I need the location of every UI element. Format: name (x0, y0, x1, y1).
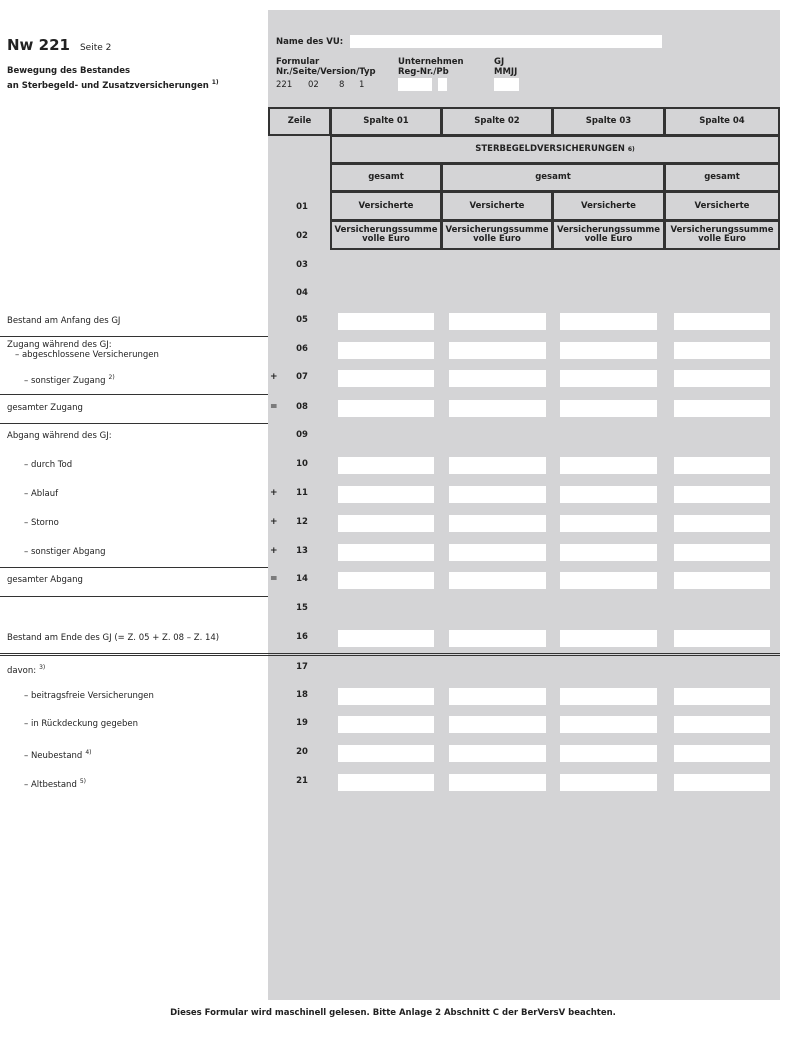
row-label-text: – sonstiger Abgang (24, 547, 106, 557)
input-row-14-spalte-03[interactable] (560, 572, 657, 589)
input-row-21-spalte-01[interactable] (338, 774, 434, 791)
row-label (7, 316, 120, 326)
input-row-10-spalte-02[interactable] (449, 457, 546, 474)
vu-label: Name des VU: (276, 37, 344, 47)
row-number: 10 (296, 459, 308, 469)
gj-label: GJ (494, 57, 505, 67)
row-number: 07 (296, 372, 308, 382)
input-row-11-spalte-02[interactable] (449, 486, 546, 503)
gesamt-header-3: gesamt (664, 163, 780, 192)
row-label (7, 403, 83, 413)
input-row-08-spalte-02[interactable] (449, 400, 546, 417)
gesamt-header-1: gesamt (330, 163, 442, 192)
row-operator: = (270, 402, 278, 412)
row-label-text: Bestand am Ende des GJ (= Z. 05 + Z. 08 – Z. 14) (7, 633, 220, 643)
footer-note: Dieses Formular wird maschinell gelesen. Bitte Anlage 2 Abschnitt C der BerVersV beachten. (170, 1008, 616, 1018)
row-number: 14 (296, 574, 308, 584)
input-row-21-spalte-03[interactable] (560, 774, 657, 791)
input-row-05-spalte-04[interactable] (674, 313, 770, 330)
summe-header-4 (664, 220, 780, 250)
input-row-18-spalte-02[interactable] (449, 688, 546, 705)
row-label-line-2: – abgeschlossene Versicherungen (15, 350, 159, 360)
input-row-16-spalte-02[interactable] (449, 630, 546, 647)
row-number: 11 (296, 488, 308, 498)
input-row-11-spalte-01[interactable] (338, 486, 434, 503)
unternehmen-sub-label: Reg-Nr./Pb (398, 67, 449, 77)
group-footnote: 6) (627, 146, 635, 153)
row-label-text: Bestand am Anfang des GJ (7, 316, 121, 326)
input-row-18-spalte-01[interactable] (338, 688, 434, 705)
formular-nr: 221 (276, 80, 293, 90)
input-row-18-spalte-04[interactable] (674, 688, 770, 705)
row-label (7, 575, 83, 585)
input-row-20-spalte-01[interactable] (338, 745, 434, 762)
row-number: 16 (296, 632, 308, 642)
row-label (7, 518, 59, 528)
input-row-12-spalte-02[interactable] (449, 515, 546, 532)
row-number: 12 (296, 517, 308, 527)
input-row-16-spalte-03[interactable] (560, 630, 657, 647)
formular-seite: 02 (308, 80, 319, 90)
row-number: 08 (296, 402, 308, 412)
row-label-text: Abgang während des GJ: (7, 431, 112, 441)
row-label-text: – Neubestand (24, 750, 83, 761)
row-operator: + (270, 488, 278, 498)
input-row-07-spalte-01[interactable] (338, 370, 434, 387)
separator (0, 596, 268, 597)
summe-header-2 (441, 220, 553, 250)
row-number: 17 (296, 662, 308, 672)
input-row-20-spalte-02[interactable] (449, 745, 546, 762)
summe-line-1: Versicherungssumme (334, 225, 438, 235)
row-number-01: 01 (296, 202, 308, 212)
formular-version: 8 (339, 80, 345, 90)
column-header-02: Spalte 02 (441, 107, 553, 136)
summe-line-1: Versicherungssumme (445, 225, 549, 235)
input-row-07-spalte-04[interactable] (674, 370, 770, 387)
input-row-14-spalte-01[interactable] (338, 572, 434, 589)
input-row-13-spalte-01[interactable] (338, 544, 434, 561)
input-row-16-spalte-01[interactable] (338, 630, 434, 647)
input-row-10-spalte-04[interactable] (674, 457, 770, 474)
input-row-05-spalte-03[interactable] (560, 313, 657, 330)
zeile-header: Zeile (268, 107, 331, 136)
input-row-10-spalte-01[interactable] (338, 457, 434, 474)
row-label (7, 489, 58, 499)
row-label-text: davon: (7, 665, 37, 676)
formular-label: Formular (276, 57, 320, 67)
double-separator (0, 653, 780, 656)
summe-line-2: volle Euro (473, 234, 521, 244)
row-operator: + (270, 546, 278, 556)
separator (0, 336, 268, 337)
summe-line-1: Versicherungssumme (557, 225, 660, 235)
input-row-19-spalte-03[interactable] (560, 716, 657, 733)
row-number: 15 (296, 603, 308, 613)
formular-sub-label: Nr./Seite/Version/Typ (276, 67, 376, 77)
input-row-21-spalte-04[interactable] (674, 774, 770, 791)
input-row-07-spalte-02[interactable] (449, 370, 546, 387)
input-row-16-spalte-04[interactable] (674, 630, 770, 647)
row-number-03: 03 (296, 260, 308, 270)
column-header-01: Spalte 01 (330, 107, 442, 136)
row-label (7, 431, 112, 441)
formular-typ: 1 (359, 80, 365, 90)
row-number: 19 (296, 718, 308, 728)
subtitle-line-2: an Sterbegeld- und Zusatzversicherungen (7, 80, 209, 91)
input-row-11-spalte-03[interactable] (560, 486, 657, 503)
row-footnote: 5) (79, 778, 87, 785)
input-row-08-spalte-01[interactable] (338, 400, 434, 417)
group-header-sterbegeld (330, 135, 780, 164)
input-row-13-spalte-03[interactable] (560, 544, 657, 561)
row-label (7, 748, 91, 761)
subtitle-line-1: Bewegung des Bestandes (7, 66, 131, 76)
row-label (7, 547, 106, 557)
subtitle-footnote: 1) (211, 79, 219, 86)
row-label (7, 340, 159, 360)
row-number: 21 (296, 776, 308, 786)
summe-line-2: volle Euro (584, 234, 633, 244)
row-operator: = (270, 574, 278, 584)
row-label (7, 460, 72, 470)
input-row-11-spalte-04[interactable] (674, 486, 770, 503)
row-label-text: – beitragsfreie Versicherungen (24, 691, 154, 701)
row-operator: + (270, 372, 278, 382)
input-row-05-spalte-01[interactable] (338, 313, 434, 330)
row-number: 18 (296, 690, 308, 700)
input-row-14-spalte-04[interactable] (674, 572, 770, 589)
row-label (7, 691, 154, 701)
row-footnote: 2) (108, 374, 115, 381)
row-number: 06 (296, 344, 308, 354)
row-label-text: gesamter Abgang (7, 575, 83, 585)
column-header-03: Spalte 03 (552, 107, 665, 136)
row-label (7, 663, 45, 676)
unternehmen-label: Unternehmen (398, 57, 464, 67)
form-number: Nw 221 (7, 36, 70, 54)
row-label (7, 373, 115, 386)
input-row-13-spalte-04[interactable] (674, 544, 770, 561)
input-row-14-spalte-02[interactable] (449, 572, 546, 589)
form-subtitle (7, 66, 219, 92)
versicherte-header-2: Versicherte (441, 191, 553, 221)
row-number: 05 (296, 315, 308, 325)
versicherte-header-3: Versicherte (552, 191, 665, 221)
row-label-text: – Storno (24, 518, 59, 528)
summe-line-2: volle Euro (698, 234, 746, 244)
form-title (7, 36, 111, 54)
versicherte-header-4: Versicherte (664, 191, 780, 221)
input-row-19-spalte-01[interactable] (338, 716, 434, 733)
row-footnote: 4) (85, 749, 92, 756)
row-number: 20 (296, 747, 308, 757)
input-row-10-spalte-03[interactable] (560, 457, 657, 474)
row-label-text: – durch Tod (24, 460, 73, 470)
gesamt-header-2: gesamt (441, 163, 665, 192)
vu-name-input[interactable] (350, 35, 662, 48)
row-number: 09 (296, 430, 308, 440)
gj-sub-label: MMJJ (494, 67, 518, 77)
input-row-19-spalte-04[interactable] (674, 716, 770, 733)
input-row-06-spalte-02[interactable] (449, 342, 546, 359)
input-row-20-spalte-04[interactable] (674, 745, 770, 762)
input-row-08-spalte-03[interactable] (560, 400, 657, 417)
reg-nr-input[interactable] (398, 78, 432, 91)
separator (0, 394, 268, 395)
input-row-19-spalte-02[interactable] (449, 716, 546, 733)
row-label (7, 719, 138, 729)
input-row-13-spalte-02[interactable] (449, 544, 546, 561)
row-label (7, 633, 219, 643)
summe-header-3 (552, 220, 665, 250)
group-title: STERBEGELDVERSICHERUNGEN (475, 144, 625, 154)
input-row-12-spalte-01[interactable] (338, 515, 434, 532)
row-label (7, 777, 86, 790)
versicherte-header-1: Versicherte (330, 191, 442, 221)
column-header-04: Spalte 04 (664, 107, 780, 136)
row-number-04: 04 (296, 288, 308, 298)
row-label-text: – in Rückdeckung gegeben (24, 719, 139, 729)
row-label-text: – Ablauf (24, 489, 59, 499)
separator (0, 423, 268, 424)
summe-header-1 (330, 220, 442, 250)
row-footnote: 3) (39, 664, 46, 671)
input-row-18-spalte-03[interactable] (560, 688, 657, 705)
row-number-02: 02 (296, 231, 308, 241)
gj-input[interactable] (494, 78, 519, 91)
input-row-06-spalte-01[interactable] (338, 342, 434, 359)
row-label-line-1: Zugang während des GJ: (7, 340, 112, 350)
input-row-08-spalte-04[interactable] (674, 400, 770, 417)
row-operator: + (270, 517, 278, 527)
summe-line-2: volle Euro (362, 234, 410, 244)
input-row-05-spalte-02[interactable] (449, 313, 546, 330)
row-label-text: – Altbestand (24, 779, 77, 790)
pb-input[interactable] (438, 78, 447, 91)
input-row-12-spalte-04[interactable] (674, 515, 770, 532)
separator (0, 567, 268, 568)
input-row-21-spalte-02[interactable] (449, 774, 546, 791)
row-label-text: – sonstiger Zugang (24, 375, 106, 386)
input-row-07-spalte-03[interactable] (560, 370, 657, 387)
row-label-text: gesamter Zugang (7, 403, 83, 413)
summe-line-1: Versicherungssumme (670, 225, 774, 235)
input-row-06-spalte-03[interactable] (560, 342, 657, 359)
input-row-20-spalte-03[interactable] (560, 745, 657, 762)
input-row-06-spalte-04[interactable] (674, 342, 770, 359)
row-number: 13 (296, 546, 308, 556)
page-number: Seite 2 (79, 43, 112, 53)
input-row-12-spalte-03[interactable] (560, 515, 657, 532)
